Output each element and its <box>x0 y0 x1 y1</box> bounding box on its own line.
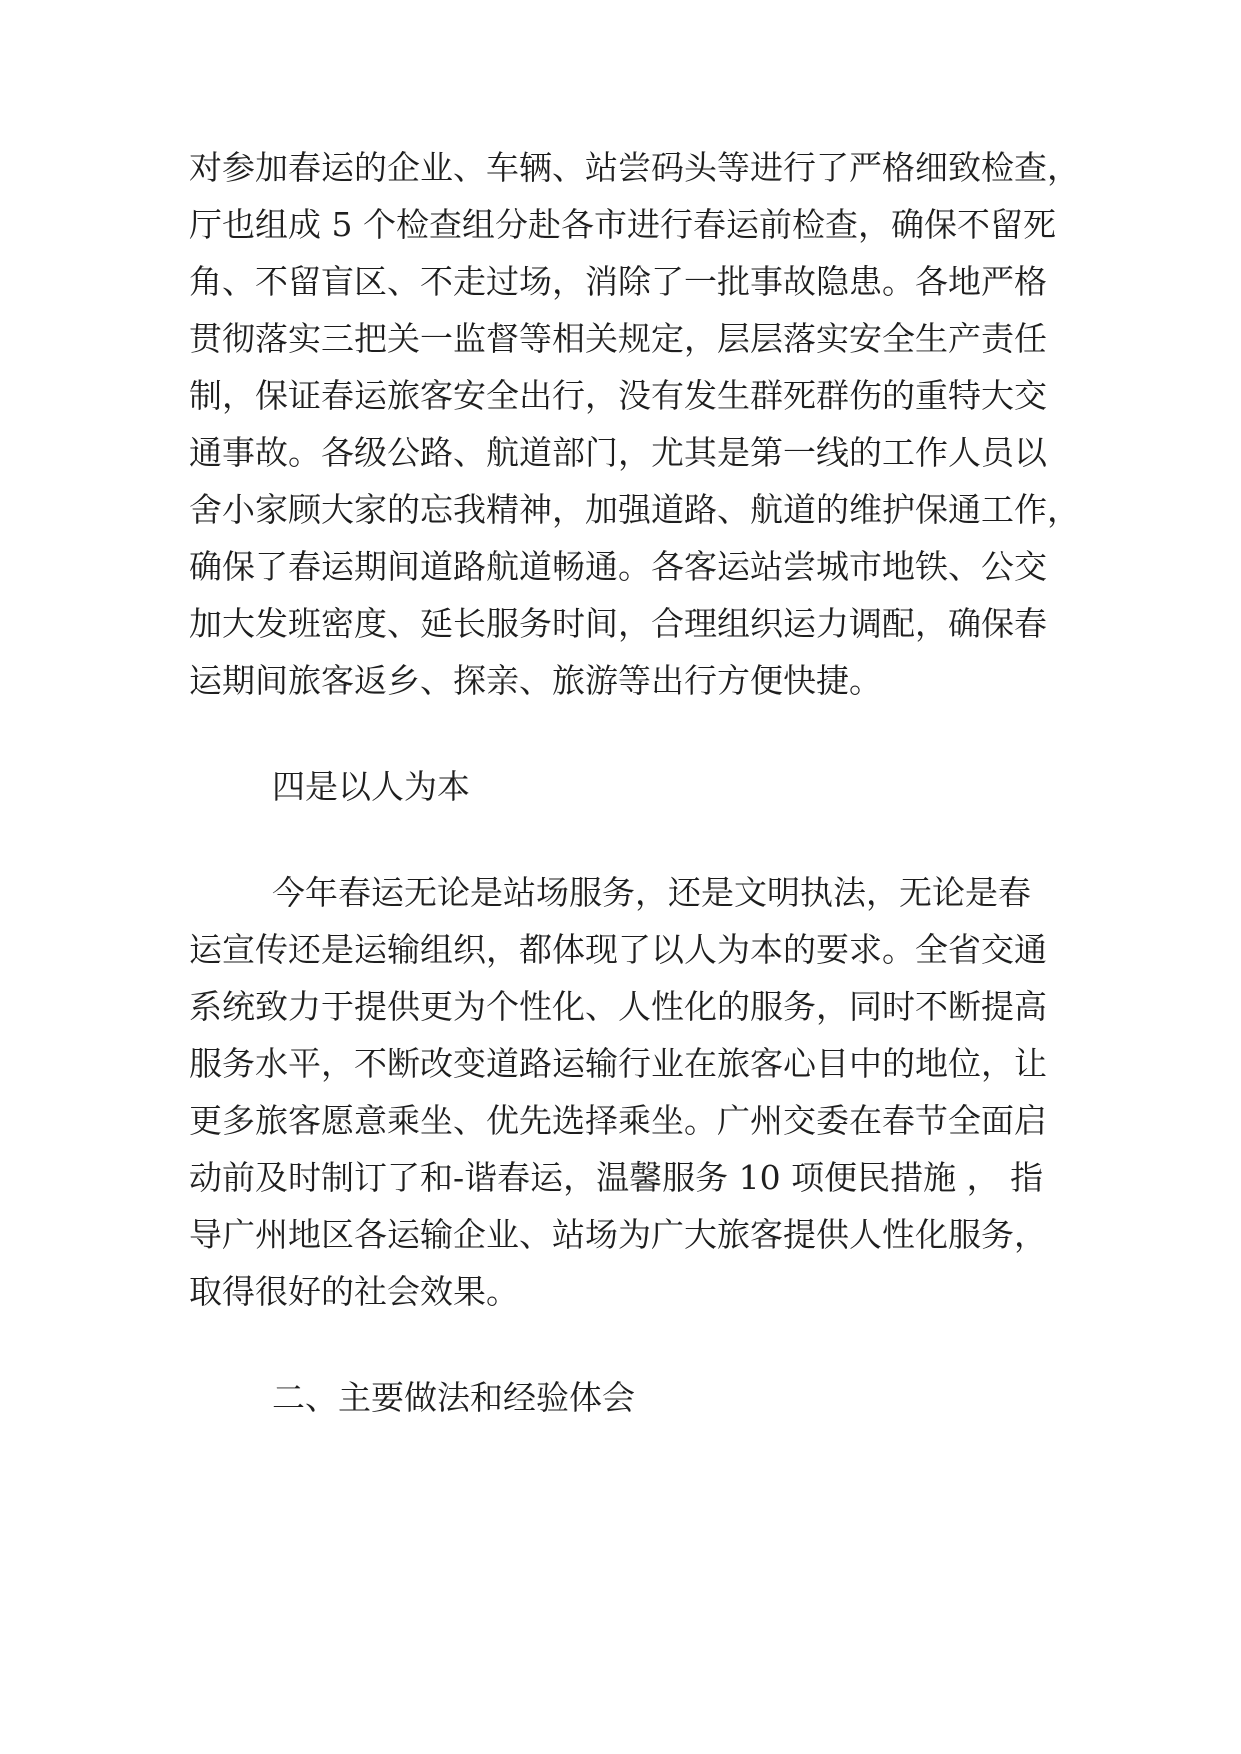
paragraph-line: 动前及时制订了和-谐春运，温馨服务 10 项便民措施 ， 指 <box>189 1158 1044 1197</box>
paragraph-line: 运期间旅客返乡、探亲、旅游等出行方便快捷。 <box>189 661 882 700</box>
paragraph-line: 系统致力于提供更为个性化、人性化的服务，同时不断提高 <box>189 987 1047 1026</box>
paragraph-line: 确保了春运期间道路航道畅通。各客运站尝城市地铁、公交 <box>189 547 1047 586</box>
paragraph-line: 服务水平，不断改变道路运输行业在旅客心目中的地位，让 <box>189 1044 1047 1083</box>
paragraph-line: 取得很好的社会效果。 <box>189 1272 519 1311</box>
paragraph-line: 加大发班密度、延长服务时间，合理组织运力调配，确保春 <box>189 604 1047 643</box>
paragraph-line: 厅也组成 5 个检查组分赴各市进行春运前检查，确保不留死 <box>189 205 1056 244</box>
paragraph-line: 角、不留盲区、不走过场，消除了一批事故隐患。各地严格 <box>189 262 1047 301</box>
section-heading: 二、主要做法和经验体会 <box>272 1378 635 1417</box>
paragraph-line: 更多旅客愿意乘坐、优先选择乘坐。广州交委在春节全面启 <box>189 1101 1047 1140</box>
paragraph-line: 运宣传还是运输组织，都体现了以人为本的要求。全省交通 <box>189 930 1047 969</box>
paragraph-line: 今年春运无论是站场服务，还是文明执法，无论是春 <box>272 873 1031 912</box>
paragraph-line: 舍小家顾大家的忘我精神，加强道路、航道的维护保通工作， <box>189 490 1080 529</box>
paragraph-line: 制，保证春运旅客安全出行，没有发生群死群伤的重特大交 <box>189 376 1047 415</box>
paragraph-line: 贯彻落实三把关一监督等相关规定，层层落实安全生产责任 <box>189 319 1047 358</box>
paragraph-line: 通事故。各级公路、航道部门，尤其是第一线的工作人员以 <box>189 433 1047 472</box>
paragraph-line: 导广州地区各运输企业、站场为广大旅客提供人性化服务， <box>189 1215 1047 1254</box>
section-heading: 四是以人为本 <box>272 767 470 806</box>
paragraph-line: 对参加春运的企业、车辆、站尝码头等进行了严格细致检查， <box>189 148 1080 187</box>
